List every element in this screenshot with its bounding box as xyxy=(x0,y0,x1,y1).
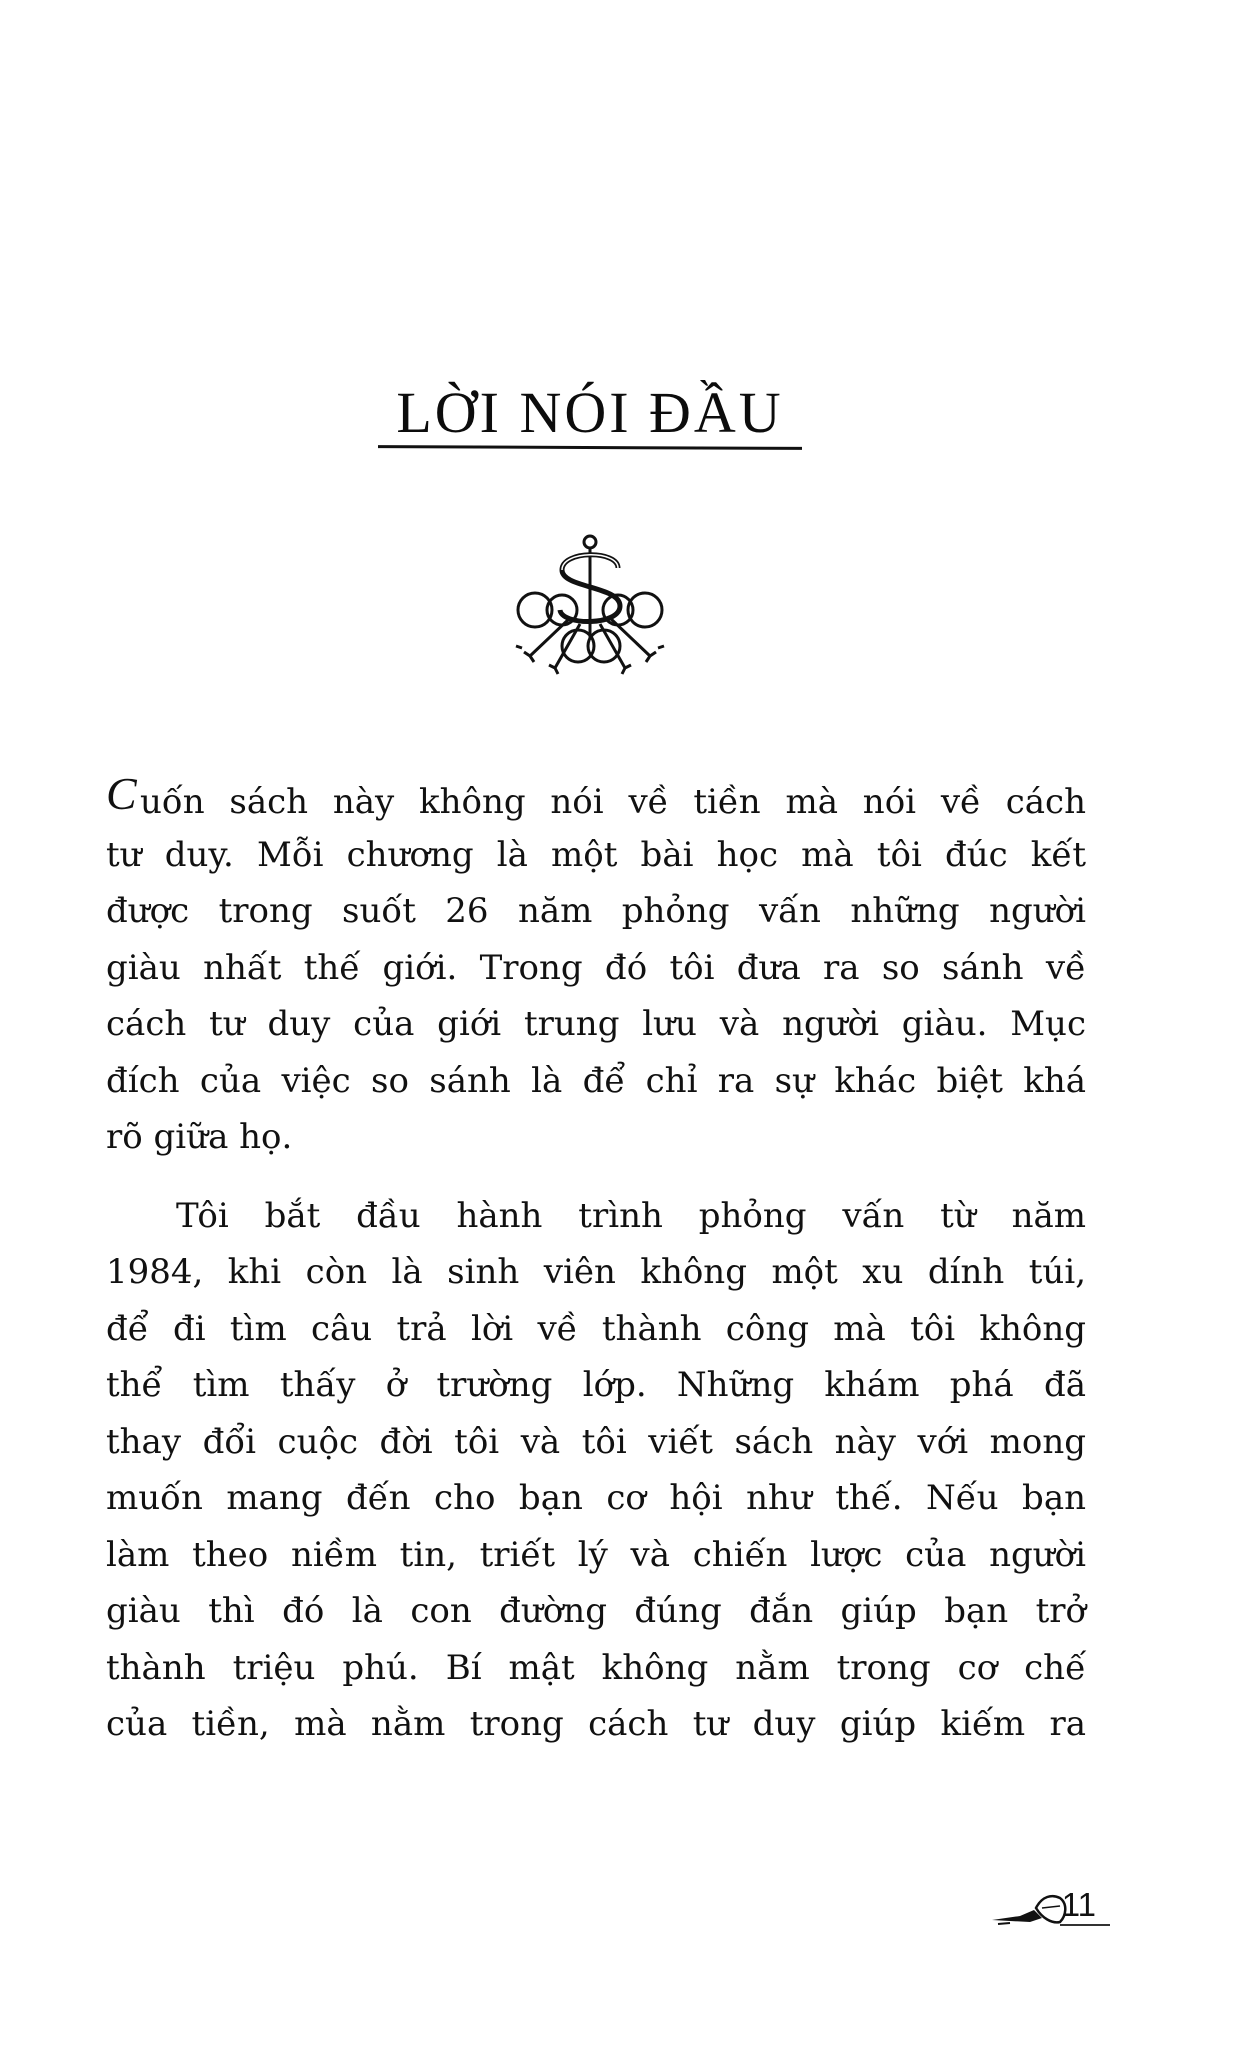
text-line: Tôi bắt đầu hành trình phỏng vấn từ năm xyxy=(176,1195,1086,1236)
decorative-vignette-icon xyxy=(990,1892,1070,1928)
text-line: làm theo niềm tin, triết lý và chiến lược của người xyxy=(106,1534,1086,1575)
text-line: của tiền, mà nằm trong cách tư duy giúp kiếm ra xyxy=(106,1704,1086,1744)
text-line: đích của việc so sánh là để chỉ ra sự khác biệt khá xyxy=(106,1060,1086,1101)
text-line: giàu nhất thế giới. Trong đó tôi đưa ra so sánh về xyxy=(106,947,1086,988)
text-line: giàu thì đó là con đường đúng đắn giúp bạn trở xyxy=(106,1591,1086,1631)
paragraph-2 xyxy=(106,1188,1086,1753)
text-line: thể tìm thấy ở trường lớp. Những khám phá đã xyxy=(106,1365,1086,1405)
text-line: cách tư duy của giới trung lưu và người giàu. Mục xyxy=(106,1004,1086,1044)
paragraph-1 xyxy=(106,770,1086,1166)
text-line: tư duy. Mỗi chương là một bài học mà tôi đúc kết xyxy=(106,834,1086,875)
text-line: 1984, khi còn là sinh viên không một xu dính túi, xyxy=(106,1252,1086,1292)
dollar-keys-ornament-icon xyxy=(500,528,680,678)
text-line: được trong suốt 26 năm phỏng vấn những người xyxy=(106,891,1086,931)
page-number: 11 xyxy=(1061,1886,1096,1923)
text-line: thành triệu phú. Bí mật không nằm trong cơ chế xyxy=(106,1647,1086,1688)
text-line: muốn mang đến cho bạn cơ hội như thế. Nếu bạn xyxy=(106,1478,1086,1518)
preface-body xyxy=(106,770,1086,1753)
chapter-heading xyxy=(375,378,805,448)
title-underline xyxy=(378,445,802,450)
text-line: rõ giữa họ. xyxy=(106,1117,293,1157)
text-line: để đi tìm câu trả lời về thành công mà tôi không xyxy=(106,1308,1086,1349)
page-title: LỜI NÓI ĐẦU xyxy=(396,380,784,445)
drop-cap: C xyxy=(106,768,137,819)
text-line: thay đổi cuộc đời tôi và tôi viết sách này với mong xyxy=(106,1421,1086,1462)
footer-rule xyxy=(1060,1924,1110,1926)
page-footer xyxy=(990,1886,1110,1928)
text-line: Cuốn sách này không nói về tiền mà nói về cách xyxy=(106,768,1086,822)
